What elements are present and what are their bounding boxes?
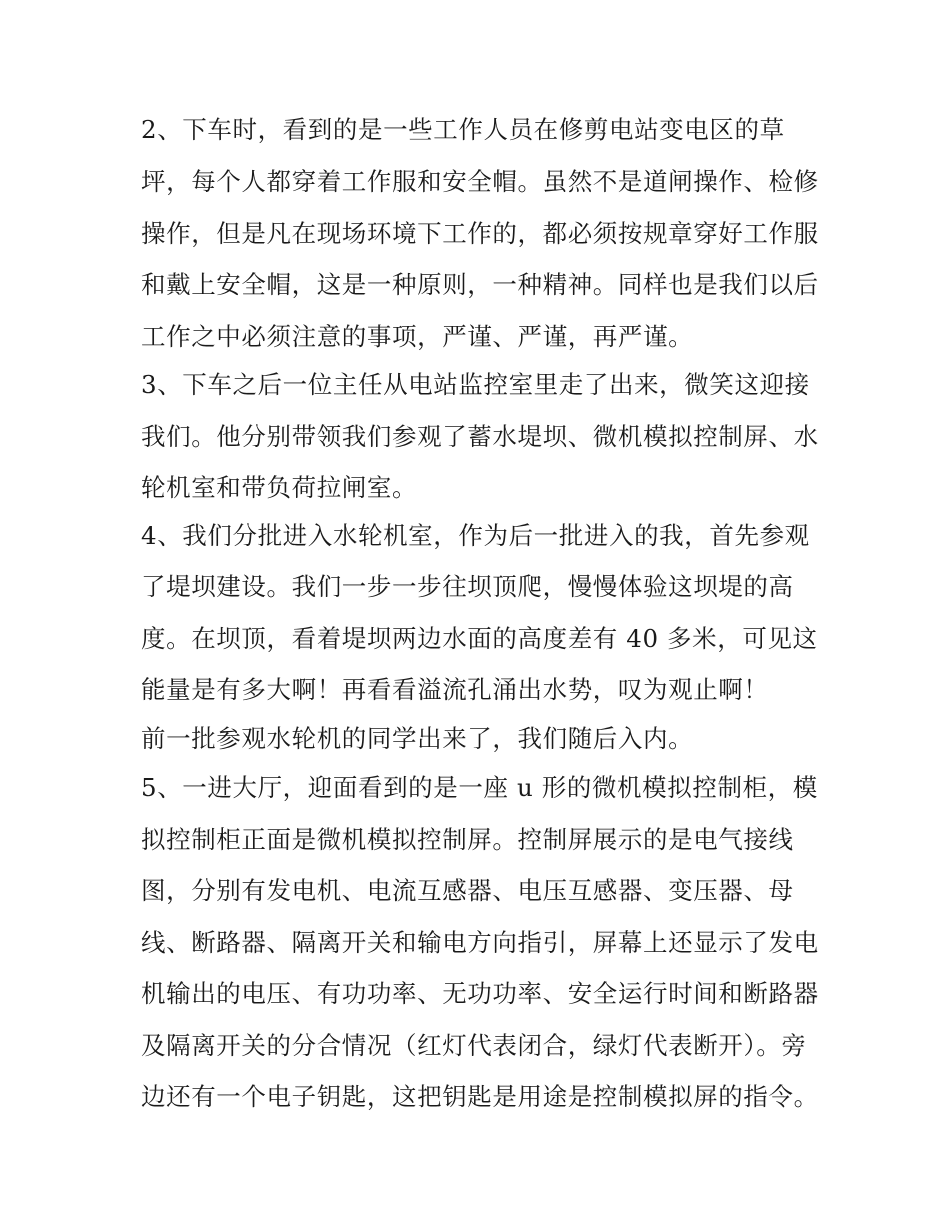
text-line: 和戴上安全帽，这是一种原则，一种精神。同样也是我们以后	[141, 270, 819, 299]
text-line: 边还有一个电子钥匙，这把钥匙是用途是控制模拟屏的指令。	[141, 1082, 819, 1111]
text-line: 了堤坝建设。我们一步一步往坝顶爬，慢慢体验这坝堤的高	[141, 572, 794, 601]
text-line: 前一批参观水轮机的同学出来了，我们随后入内。	[141, 724, 694, 753]
text-line: 5、一进大厅，迎面看到的是一座 u 形的微机模拟控制柜，模	[141, 773, 818, 802]
text-line: 及隔离开关的分合情况（红灯代表闭合，绿灯代表断开）。旁	[141, 1031, 807, 1060]
text-line: 机输出的电压、有功功率、无功功率、安全运行时间和断路器	[141, 979, 819, 1008]
text-line: 工作之中必须注意的事项，严谨、严谨，再严谨。	[141, 322, 694, 351]
text-line: 4、我们分批进入水轮机室，作为后一批进入的我，首先参观	[141, 521, 810, 550]
text-line: 图，分别有发电机、电流互感器、电压互感器、变压器、母	[141, 876, 794, 905]
text-line: 线、断路器、隔离开关和输电方向指引，屏幕上还显示了发电	[141, 928, 819, 957]
text-line: 度。在坝顶，看着堤坝两边水面的高度差有 40 多米，可见这	[141, 624, 818, 653]
text-line: 坪，每个人都穿着工作服和安全帽。虽然不是道闸操作、检修	[141, 167, 819, 196]
text-line: 我们。他分别带领我们参观了蓄水堤坝、微机模拟控制屏、水	[141, 422, 819, 451]
text-line: 2、下车时，看到的是一些工作人员在修剪电站变电区的草	[141, 115, 785, 144]
text-line: 3、下车之后一位主任从电站监控室里走了出来，微笑这迎接	[141, 370, 810, 399]
text-line: 操作，但是凡在现场环境下工作的，都必须按规章穿好工作服	[141, 219, 819, 248]
text-line: 拟控制柜正面是微机模拟控制屏。控制屏展示的是电气接线	[141, 825, 794, 854]
text-line: 能量是有多大啊！再看看溢流孔涌出水势，叹为观止啊！	[141, 675, 769, 704]
text-line: 轮机室和带负荷拉闸室。	[141, 473, 418, 502]
